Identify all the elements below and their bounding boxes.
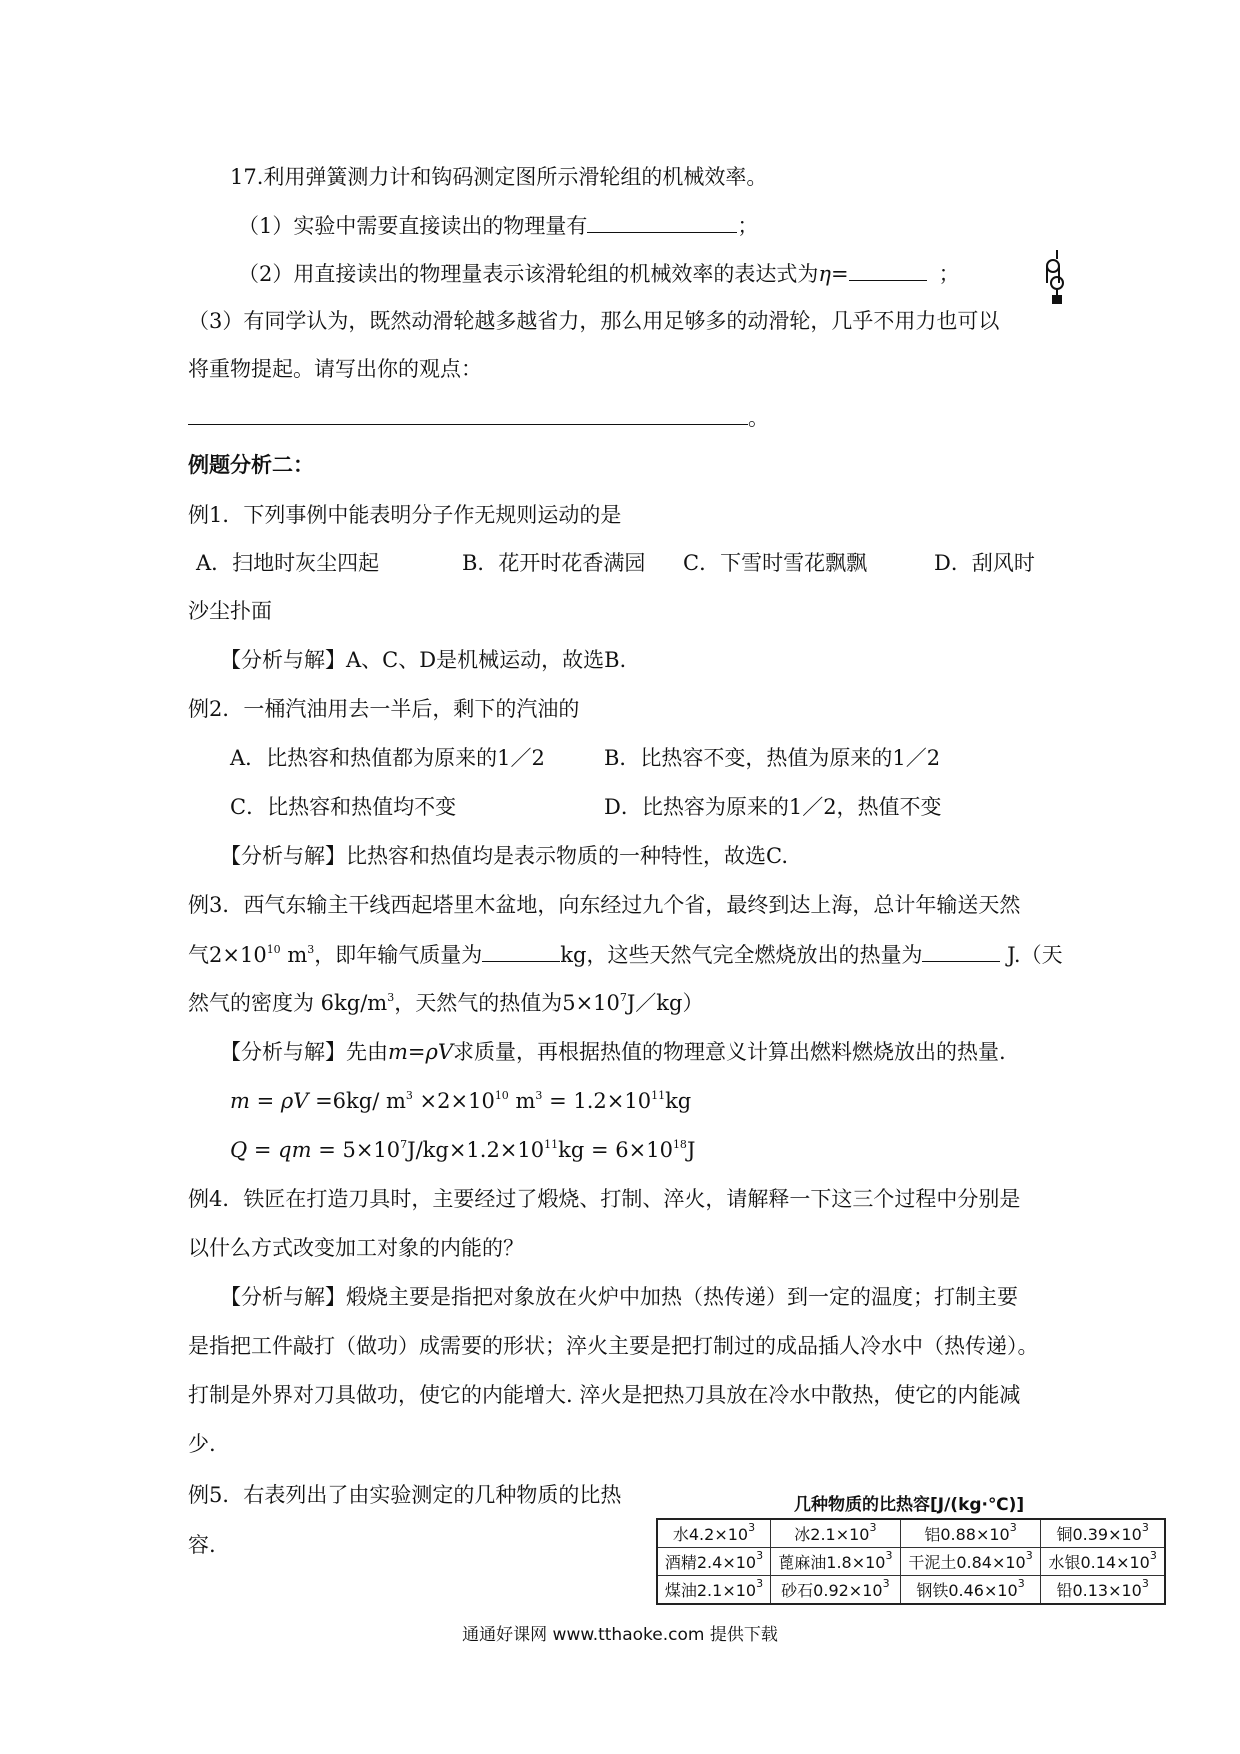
table-cell: 煤油$2.1\times 10^3$ bbox=[657, 1576, 770, 1605]
q17-part2-text: （2）用直接读出的物理量表示该滑轮组的机械效率的表达式为 bbox=[238, 262, 819, 286]
q17-part3-answer bbox=[188, 402, 769, 433]
table-row bbox=[657, 1519, 1165, 1548]
c2e: 7 bbox=[400, 1138, 408, 1151]
ex1-option-b: B．花开时花香满园 bbox=[462, 551, 646, 575]
ex1-option-c: C．下雪时雪花飘飘 bbox=[683, 551, 868, 575]
pulley-diagram bbox=[1044, 250, 1070, 306]
c1i: 3 bbox=[535, 1089, 543, 1102]
q17-answer-blank-1[interactable] bbox=[587, 210, 737, 233]
ex3-analysis bbox=[220, 1037, 1006, 1067]
ex3-l2e: J.（天 bbox=[1000, 943, 1063, 967]
ex3-an-formula: m=ρV bbox=[388, 1040, 454, 1064]
ex1-analysis: 【分析与解】A、C、D是机械运动，故选B. bbox=[220, 648, 627, 672]
ex3-stem-line2 bbox=[188, 939, 1063, 970]
ex5-stem-line1: 例5．右表列出了由实验测定的几种物质的比热 bbox=[188, 1483, 622, 1507]
ex1-stem: 例1．下列事例中能表明分子作无规则运动的是 bbox=[188, 503, 622, 527]
ex1-option-d: D．刮风时 bbox=[934, 551, 1035, 575]
ex2-option-d: D．比热容为原来的1／2，热值不变 bbox=[604, 795, 942, 819]
q17-answer-blank-2[interactable] bbox=[849, 258, 927, 281]
ex3-l2d: kg，这些天然气完全燃烧放出的热量为 bbox=[560, 943, 923, 967]
c1e: 3 bbox=[405, 1089, 413, 1102]
c2f: J/kg×1.2×10 bbox=[407, 1138, 545, 1162]
ex4-stem-line2: 以什么方式改变加工对象的内能的？ bbox=[188, 1236, 524, 1260]
ex3-l3a: 然气的密度为 6kg/m bbox=[188, 991, 388, 1015]
section-title: 例题分析二： bbox=[188, 452, 314, 477]
ex1-option-d-continued: 沙尘扑面 bbox=[188, 599, 272, 623]
c1a: m bbox=[230, 1089, 250, 1113]
q17-part3-line1: （3）有同学认为，既然动滑轮越多越省力，那么用足够多的动滑轮，几乎不用力也可以 bbox=[188, 309, 1000, 333]
ex3-l2-exp2: 3 bbox=[307, 943, 315, 956]
table-cell: 铅$0.13\times 10^3$ bbox=[1041, 1576, 1165, 1605]
c2g: 11 bbox=[544, 1138, 559, 1151]
table-cell: 干泥土$0.84\times 10^3$ bbox=[900, 1548, 1041, 1576]
ex4-analysis-line3: 打制是外界对刀具做功，使它的内能增大. 淬火是把热刀具放在冷水中散热，使它的内能减 bbox=[188, 1383, 1021, 1407]
table-row bbox=[657, 1576, 1165, 1605]
c1d: =6kg/ m bbox=[308, 1089, 406, 1113]
c1b: = bbox=[249, 1089, 281, 1113]
c2h: kg = 6×10 bbox=[558, 1138, 673, 1162]
table-cell: 冰$2.1\times 10^3$ bbox=[770, 1519, 900, 1548]
ex3-l2c: ，即年输气质量为 bbox=[314, 943, 483, 967]
q17-part1-text: （1）实验中需要直接读出的物理量有 bbox=[238, 214, 588, 238]
c2b: = bbox=[247, 1138, 279, 1162]
ex3-l3-exp1: 3 bbox=[387, 991, 395, 1004]
ex2-option-c: C．比热容和热值均不变 bbox=[230, 795, 457, 819]
c1c: ρV bbox=[280, 1089, 309, 1113]
ex3-l2a: 气2×10 bbox=[188, 943, 267, 967]
ex2-option-b: B．比热容不变，热值为原来的1／2 bbox=[604, 746, 941, 770]
ex4-analysis-line1: 【分析与解】煅烧主要是指把对象放在火炉中加热（热传递）到一定的温度；打制主要 bbox=[220, 1285, 1018, 1309]
eta-symbol: η bbox=[818, 262, 831, 286]
c1g: 10 bbox=[494, 1089, 509, 1102]
page-footer: 通通好课网 www.tthaoke.com 提供下载 bbox=[462, 1625, 778, 1645]
table-cell: 蓖麻油$1.8\times 10^3$ bbox=[770, 1548, 900, 1576]
table-cell: 酒精$2.4\times 10^3$ bbox=[657, 1548, 770, 1576]
q17-part1-end: ； bbox=[737, 214, 759, 238]
equals-sign: = bbox=[830, 262, 849, 286]
table-cell: 水$4.2\times 10^3$ bbox=[657, 1519, 770, 1548]
ex1-option-a: A．扫地时灰尘四起 bbox=[196, 551, 380, 575]
q17-part3-line2: 将重物提起。请写出你的观点： bbox=[188, 357, 482, 381]
c2j: J bbox=[686, 1138, 696, 1162]
ex3-calc-heat bbox=[230, 1135, 695, 1165]
ex4-stem-line1: 例4．铁匠在打造刀具时，主要经过了煅烧、打制、淬火，请解释一下这三个过程中分别是 bbox=[188, 1187, 1021, 1211]
ex3-answer-blank-mass[interactable] bbox=[482, 939, 560, 962]
ex3-l3c: J／kg） bbox=[626, 991, 704, 1015]
q17-stem: 17.利用弹簧测力计和钩码测定图所示滑轮组的机械效率。 bbox=[230, 165, 768, 189]
table-row bbox=[657, 1548, 1165, 1576]
specific-heat-table bbox=[656, 1518, 1166, 1605]
ex3-l2-exp1: 10 bbox=[266, 943, 281, 956]
ex3-an-a: 【分析与解】先由 bbox=[220, 1040, 388, 1064]
q17-part2 bbox=[238, 258, 960, 289]
ex2-option-a: A．比热容和热值都为原来的1／2 bbox=[230, 746, 545, 770]
ex2-analysis: 【分析与解】比热容和热值均是表示物质的一种特性，故选C. bbox=[220, 844, 788, 868]
c1j: = 1.2×10 bbox=[542, 1089, 652, 1113]
ex3-an-b: 求质量，再根据热值的物理意义计算出燃料燃烧放出的热量. bbox=[453, 1040, 1006, 1064]
c2i: 18 bbox=[672, 1138, 687, 1151]
ex3-l2b: m bbox=[280, 943, 308, 967]
ex2-stem: 例2．一桶汽油用去一半后，剩下的汽油的 bbox=[188, 697, 580, 721]
ex4-analysis-line4: 少. bbox=[188, 1432, 216, 1456]
ex3-stem-line3 bbox=[188, 988, 703, 1018]
ex3-answer-blank-heat[interactable] bbox=[922, 939, 1000, 962]
table-cell: 砂石$0.92\times 10^3$ bbox=[770, 1576, 900, 1605]
c2d: = 5×10 bbox=[311, 1138, 401, 1162]
table-cell: 钢铁$0.46\times 10^3$ bbox=[900, 1576, 1041, 1605]
ex3-stem-line1: 例3．西气东输主干线西起塔里木盆地，向东经过九个省，最终到达上海，总计年输送天然 bbox=[188, 893, 1021, 917]
ex3-l3-exp2: 7 bbox=[619, 991, 627, 1004]
ex5-stem-line2: 容. bbox=[188, 1533, 216, 1557]
ex3-calc-mass bbox=[230, 1086, 691, 1116]
ex4-analysis-line2: 是指把工件敲打（做功）成需要的形状；淬火主要是把打制过的成品插人冷水中（热传递）。 bbox=[188, 1334, 1039, 1358]
q17-answer-blank-3[interactable] bbox=[188, 402, 748, 425]
c1f: ×2×10 bbox=[412, 1089, 495, 1113]
c2a: Q bbox=[230, 1138, 248, 1162]
c1l: kg bbox=[665, 1089, 692, 1113]
c2c: qm bbox=[278, 1138, 312, 1162]
q17-part1 bbox=[238, 210, 758, 241]
specific-heat-table-caption: 几种物质的比热容[J/(kg·℃)] bbox=[794, 1495, 1025, 1515]
q17-part2-end: ； bbox=[938, 262, 960, 286]
q17-part3-end: 。 bbox=[748, 406, 769, 430]
c1h: m bbox=[508, 1089, 536, 1113]
table-cell: 铜$0.39\times 10^3$ bbox=[1041, 1519, 1165, 1548]
table-cell: 铝$0.88\times 10^3$ bbox=[900, 1519, 1041, 1548]
table-cell: 水银$0.14\times 10^3$ bbox=[1041, 1548, 1165, 1576]
ex3-l3b: ，天然气的热值为5×10 bbox=[394, 991, 620, 1015]
c1k: 11 bbox=[651, 1089, 666, 1102]
